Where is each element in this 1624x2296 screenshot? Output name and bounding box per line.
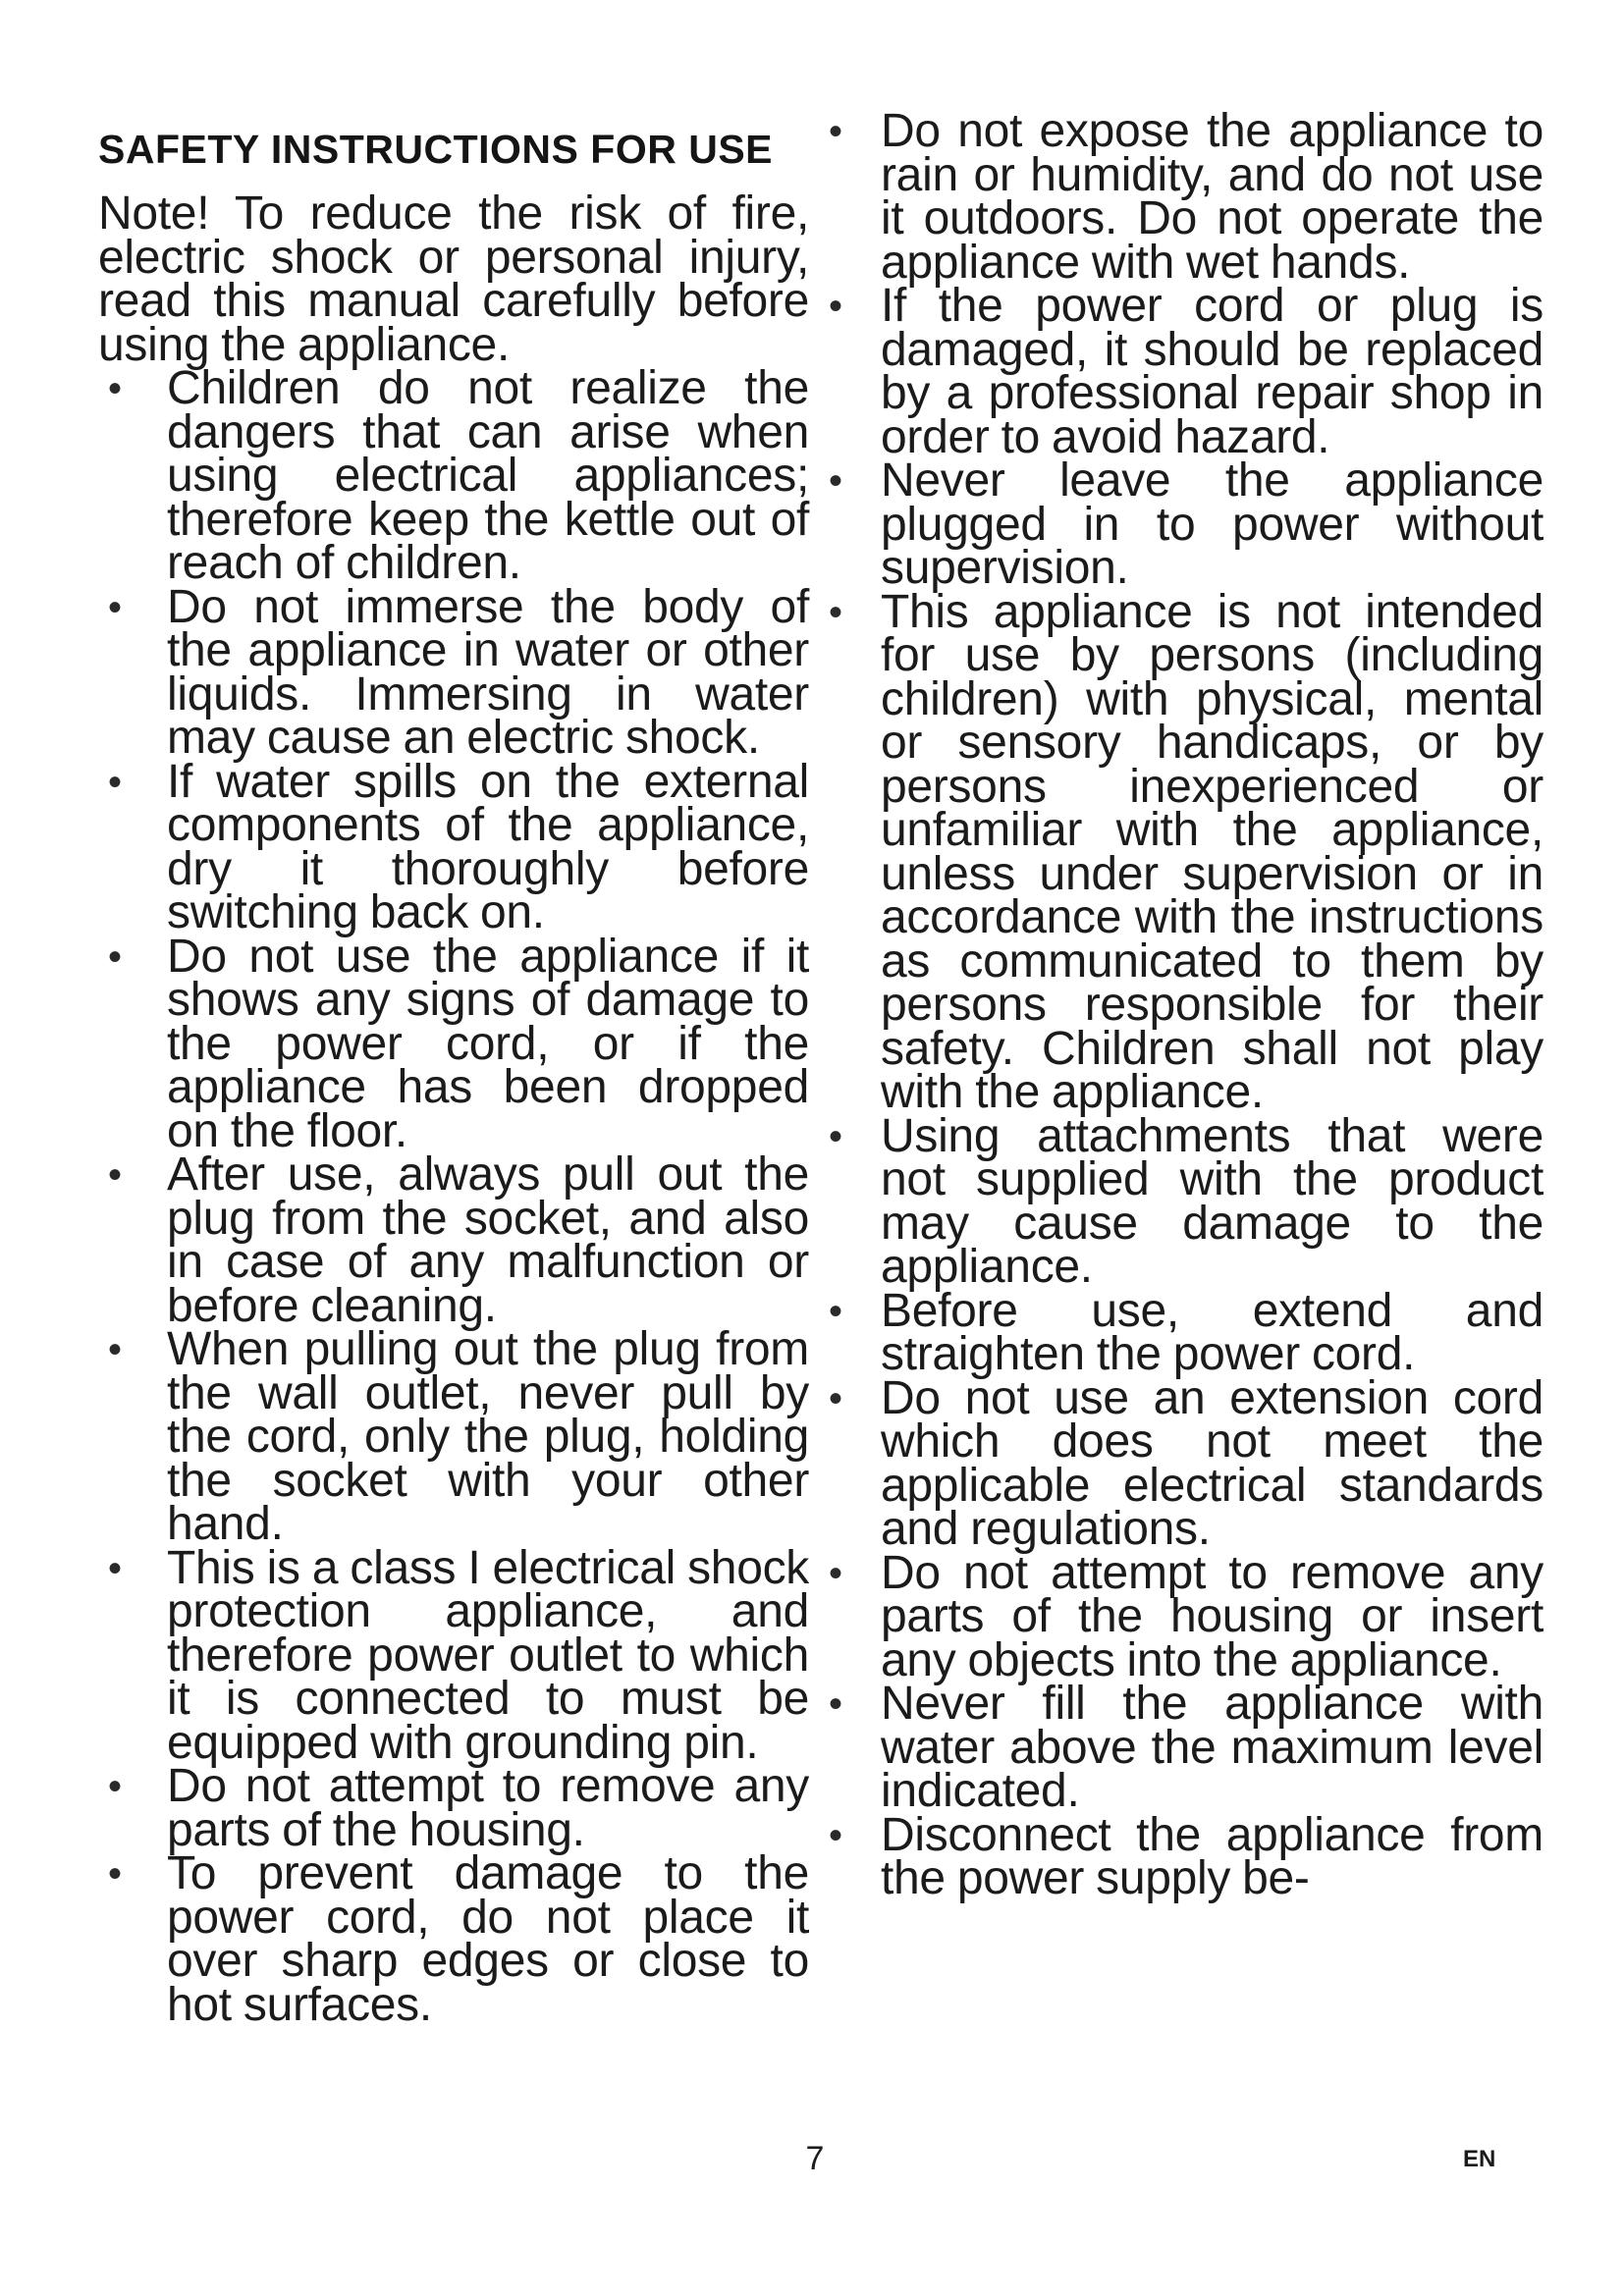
section-heading: SAFETY INSTRUCTIONS FOR USE bbox=[98, 127, 774, 172]
list-item: • If the power cord or plug is damaged, it should be replaced by a professional repair shop in order to avoid hazard. bbox=[817, 285, 1543, 459]
list-item: • Children do not realize the dangers that can arise when using electrical appliances; therefore keep the kettle out of reach of children. bbox=[98, 367, 809, 586]
list-item: • Do not expose the appliance to rain or humidity, and do not use it outdoors. Do not operate the appliance with wet hands. bbox=[817, 110, 1543, 285]
list-item: • Before use, extend and straighten the power cord. bbox=[817, 1290, 1543, 1377]
list-item: • Do not attempt to remove any parts of the housing. bbox=[98, 1765, 809, 1852]
list-item: • This is a class I electrical shock protection appliance, and therefore power outlet to which it is connected to must be equipped with grounding pin. bbox=[98, 1547, 809, 1766]
list-item: • Never fill the appliance with water above the maximum level indicated. bbox=[817, 1682, 1543, 1814]
list-item: • Do not use an extension cord which does not meet the applicable electrical standards and regulations. bbox=[817, 1377, 1543, 1552]
list-item: • Do not attempt to remove any parts of the housing or insert any objects into the appliance. bbox=[817, 1552, 1543, 1683]
list-item: • Do not immerse the body of the appliance in water or other liquids. Immersing in water may cause an electric shock. bbox=[98, 586, 809, 761]
list-item: • Using attachments that were not supplied with the product may cause damage to the appliance. bbox=[817, 1115, 1543, 1290]
list-item: • Do not use the appliance if it shows any signs of damage to the power cord, or if the appliance has been dropped on the floor. bbox=[98, 935, 809, 1154]
list-item: • After use, always pull out the plug from the socket, and also in case of any malfunction or before cleaning. bbox=[98, 1153, 809, 1328]
list-item: • When pulling out the plug from the wall outlet, never pull by the cord, only the plug, holding the socket with your other hand. bbox=[98, 1328, 809, 1547]
list-item: • To prevent damage to the power cord, do not place it over sharp edges or close to hot surfaces. bbox=[98, 1852, 809, 2027]
list-item: • This appliance is not intended for use by persons (including children) with physical, mental or sensory handicaps, or by persons inexperienced or unfamiliar with the appliance, unless under supervision or in accordance with the instructions as communicated to them by persons responsible for their safety. Children shall not play with the appliance. bbox=[817, 591, 1543, 1115]
left-bullet-list bbox=[98, 362, 809, 2031]
left-column bbox=[98, 110, 809, 2031]
right-column bbox=[817, 105, 1543, 1904]
list-item: • Never leave the appliance plugged in to power without supervision. bbox=[817, 459, 1543, 591]
right-bullet-list bbox=[817, 105, 1543, 1904]
list-item: • Disconnect the appliance from the power supply be- bbox=[817, 1814, 1543, 1901]
note-paragraph: Note! To reduce the risk of fire, electric shock or personal injury, read this manual carefully before using the appliance. bbox=[98, 187, 809, 371]
page-number: 7 bbox=[805, 2140, 825, 2177]
language-code: EN bbox=[1463, 2146, 1496, 2172]
list-item: • If water spills on the external components of the appliance, dry it thoroughly before switching back on. bbox=[98, 761, 809, 935]
